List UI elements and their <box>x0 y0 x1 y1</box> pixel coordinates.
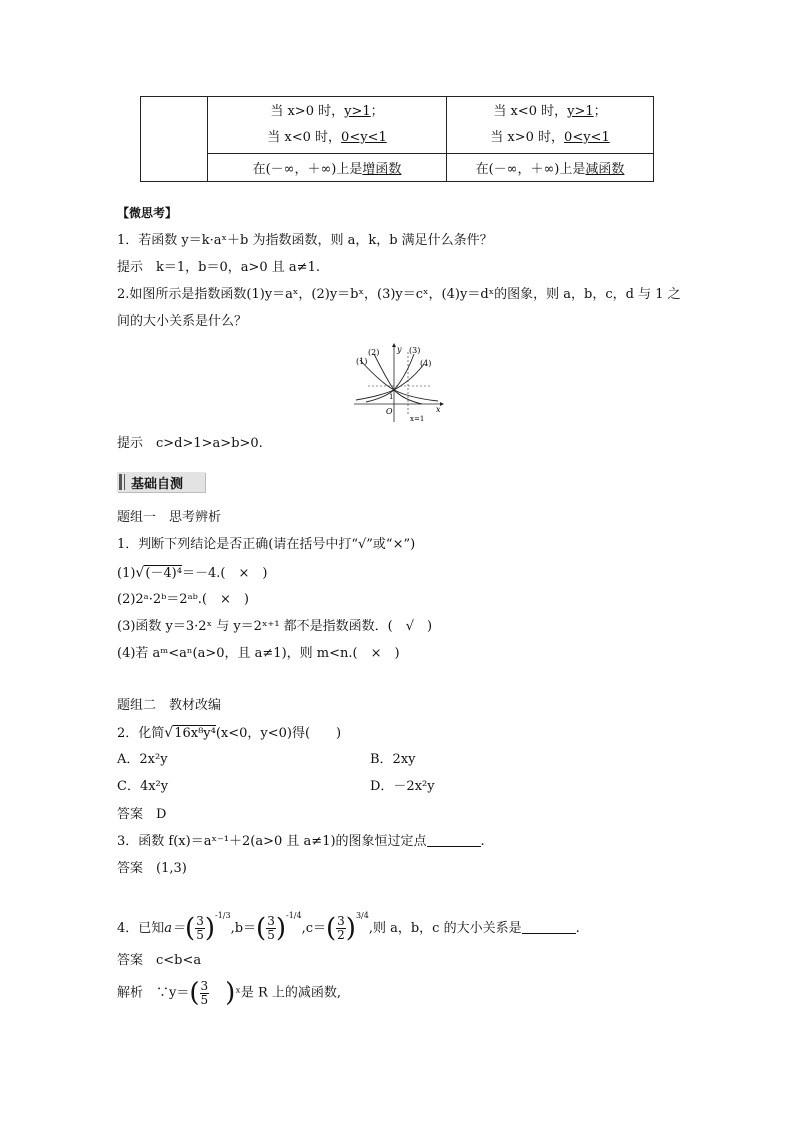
exponent: -1/4 <box>286 911 302 920</box>
cell-underline: 增函数 <box>362 161 402 177</box>
answer-4: 答案 c<b<a <box>117 953 202 968</box>
numerator: 3 <box>196 914 204 928</box>
question-3 <box>117 833 485 851</box>
numerator: 3 <box>267 914 275 928</box>
curve-2 <box>374 354 422 404</box>
micro-answer-1: 提示 k＝1，b＝0，a>0 且 a≠1. <box>117 260 320 275</box>
q3-end: . <box>480 834 485 849</box>
answer-blank <box>522 921 576 934</box>
paren-close: ) <box>275 913 286 944</box>
table-cell-a-gt-1 <box>208 97 447 154</box>
group-1-question: 1．判断下列结论是否正确(请在括号中打“√”或“×”) <box>117 537 416 552</box>
cell-text: 当 x>0 时， <box>490 129 565 145</box>
banner-bar-icon <box>119 474 122 490</box>
paren-close: ) <box>345 913 356 944</box>
cell-underline: 0<y<1 <box>341 129 387 145</box>
question-2 <box>117 724 341 743</box>
axis-y-label: y <box>397 345 402 354</box>
option-a: A．2x²y <box>117 752 168 767</box>
radical-sign: √ <box>164 725 174 741</box>
exponential-graph <box>350 342 446 424</box>
radicand: (－4)⁴ <box>145 566 182 581</box>
paren-close: ) <box>204 913 215 944</box>
group-2-heading: 题组二 教材改编 <box>117 698 222 713</box>
section-title: 基础自测 <box>131 477 184 492</box>
q4-prefix: 4．已知 <box>117 921 165 936</box>
cell-punct: ； <box>370 103 384 119</box>
item-rest: ＝－4.( × ) <box>181 566 268 581</box>
label-4: (4) <box>420 359 432 368</box>
one-label: 1 <box>389 393 394 401</box>
judge-item-1 <box>117 564 267 583</box>
label-1: (1) <box>356 357 368 366</box>
paren-open: ( <box>256 913 267 944</box>
table-empty-cell <box>141 97 208 182</box>
cell-punct: ； <box>593 103 607 119</box>
micro-heading: 【微思考】 <box>117 206 178 220</box>
cell-text: 当 x<0 时， <box>267 129 342 145</box>
denominator: 5 <box>196 928 204 942</box>
paren-close: ) <box>225 978 236 1008</box>
table-cell-decreasing <box>447 153 654 181</box>
cell-text: 在(－∞，＋∞)上是 <box>252 161 363 177</box>
vline-label: x=1 <box>410 415 425 423</box>
item-number: (1) <box>117 566 136 581</box>
cell-underline: 0<y<1 <box>564 129 610 145</box>
denominator: 5 <box>200 992 209 1007</box>
section-banner <box>117 472 205 492</box>
answer-3: 答案 (1,3) <box>117 861 187 876</box>
origin-label: O <box>386 407 393 416</box>
q4-b: ,b＝ <box>230 921 257 936</box>
micro-answer-2: 提示 c>d>1>a>b>0. <box>117 436 263 451</box>
option-c: C．4x²y <box>117 779 169 794</box>
denominator: 5 <box>267 928 275 942</box>
fraction-3-5 <box>266 915 276 942</box>
solution-4 <box>117 978 341 1009</box>
label-3: (3) <box>409 346 421 355</box>
option-d: D．－2x²y <box>370 779 435 794</box>
paren-open: ( <box>185 913 196 944</box>
judge-item-4: (4)若 aᵐ<aⁿ(a>0，且 a≠1)，则 m<n.( × ) <box>117 646 400 661</box>
radicand: 16x⁸y⁴ <box>174 726 216 741</box>
banner-bar-icon <box>124 474 125 490</box>
properties-table <box>140 96 654 182</box>
paren-open: ( <box>189 978 200 1008</box>
micro-question-2-line2: 间的大小关系是什么？ <box>117 314 248 329</box>
denominator: 2 <box>337 928 345 942</box>
q4-c: ,c＝ <box>301 921 326 936</box>
cell-text: 在(－∞，＋∞)上是 <box>475 161 586 177</box>
question-4 <box>117 896 580 949</box>
cell-underline: 减函数 <box>585 161 625 177</box>
q4-end: . <box>575 921 580 936</box>
answer-blank <box>427 834 481 847</box>
q4-a: a＝ <box>164 921 186 936</box>
exponent: 3/4 <box>355 911 369 920</box>
label-2: (2) <box>368 348 380 357</box>
radical-sign: √ <box>135 565 145 581</box>
fraction-3-5 <box>200 980 210 1007</box>
judge-item-3: (3)函数 y＝3·2ˣ 与 y＝2ˣ⁺¹ 都不是指数函数．( √ ) <box>117 619 433 634</box>
option-b: B．2xy <box>370 752 416 767</box>
q2-prefix: 2．化简 <box>117 726 165 741</box>
micro-question-1: 1．若函数 y＝k·aˣ＋b 为指数函数，则 a，k，b 满足什么条件？ <box>117 233 493 248</box>
cell-text: 当 x>0 时， <box>270 103 345 119</box>
numerator: 3 <box>200 978 209 993</box>
q2-suffix: (x<0，y<0)得( ) <box>215 726 342 741</box>
fraction-3-2 <box>336 915 346 942</box>
axis-x-label: x <box>436 405 441 414</box>
fraction-3-5 <box>195 915 205 942</box>
cell-text: 当 x<0 时， <box>493 103 568 119</box>
answer-2: 答案 D <box>117 807 167 822</box>
solution-prefix: 解析 ∵y＝ <box>117 985 190 1001</box>
q3-text: 3．函数 f(x)＝aˣ⁻¹＋2(a>0 且 a≠1)的图象恒过定点 <box>117 834 427 849</box>
q4-suffix: ,则 a，b，c 的大小关系是 <box>368 921 522 936</box>
solution-suffix: ˣ是 R 上的减函数, <box>235 985 342 1001</box>
cell-underline: y>1 <box>344 103 371 119</box>
table-cell-increasing <box>208 153 447 181</box>
exponent: -1/3 <box>215 911 231 920</box>
paren-open: ( <box>326 913 337 944</box>
cell-underline: y>1 <box>567 103 594 119</box>
group-1-heading: 题组一 思考辨析 <box>117 510 222 525</box>
micro-question-2-line1: 2.如图所示是指数函数(1)y＝aˣ，(2)y＝bˣ，(3)y＝cˣ，(4)y＝dˣ的图象，则 a，b，c，d 与 1 之 <box>117 287 681 302</box>
table-cell-a-lt-1 <box>447 97 654 154</box>
judge-item-2: (2)2ᵃ·2ᵇ＝2ᵃᵇ.( × ) <box>117 592 249 607</box>
numerator: 3 <box>337 914 345 928</box>
